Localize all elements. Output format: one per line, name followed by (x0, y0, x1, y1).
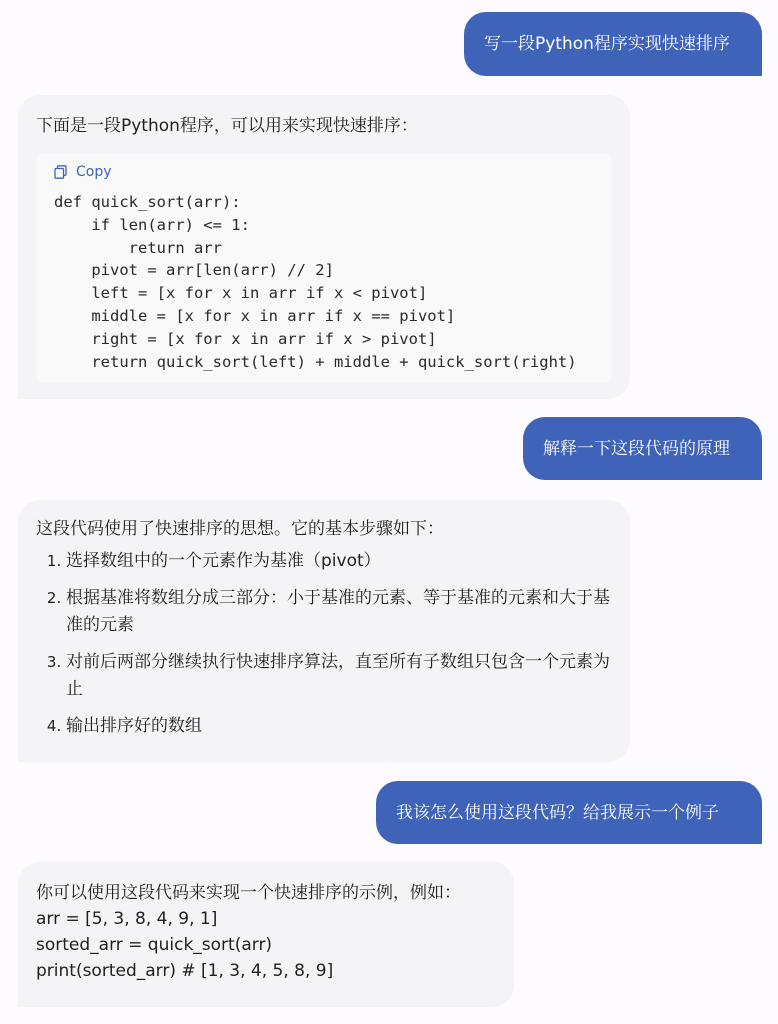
assistant-message-1 (18, 95, 630, 399)
user-message-text: 解释一下这段代码的原理 (543, 439, 730, 459)
code-block (36, 153, 612, 383)
example-line: sorted_arr = quick_sort(arr) (36, 935, 273, 955)
user-message-3 (376, 781, 762, 844)
user-message-text: 写一段Python程序实现快速排序 (484, 34, 730, 54)
assistant-message-2 (18, 500, 630, 762)
list-item: 2. 根据基准将数组分成三部分：小于基准的元素、等于基准的元素和大于基准的元素 (66, 585, 612, 639)
list-item: 4. 输出排序好的数组 (66, 713, 612, 740)
example-line: arr = [5, 3, 8, 4, 9, 1] (36, 909, 218, 929)
list-item: 3. 对前后两部分继续执行快速排序算法，直至所有子数组只包含一个元素为止 (66, 649, 612, 703)
user-message-text: 我该怎么使用这段代码？给我展示一个例子 (396, 803, 719, 823)
code-content: def quick_sort(arr): if len(arr) <= 1: return arr pivot = arr[len(arr) // 2] left = [x for x in arr if x < pivot] middle = [x for x in arr if x == pivot] right = [x for x in arr if x > pivot] return quick_sort(left) + middle + quick_sort(right) (54, 193, 577, 371)
example-line: print(sorted_arr) # [1, 3, 4, 5, 8, 9] (36, 961, 334, 981)
list-item: 1. 选择数组中的一个元素作为基准（pivot） (66, 548, 612, 575)
assistant-message-3 (18, 862, 514, 1007)
assistant-message-text: 你可以使用这段代码来实现一个快速排序的示例，例如： (36, 883, 461, 903)
user-message-2 (523, 417, 762, 480)
copy-icon (54, 165, 68, 179)
user-message-1 (464, 12, 762, 76)
assistant-message-text: 这段代码使用了快速排序的思想。它的基本步骤如下： (36, 519, 444, 539)
copy-button[interactable] (54, 161, 594, 183)
copy-label: Copy (76, 164, 112, 180)
steps-list (36, 548, 612, 740)
assistant-message-text: 下面是一段Python程序，可以用来实现快速排序： (36, 116, 418, 136)
